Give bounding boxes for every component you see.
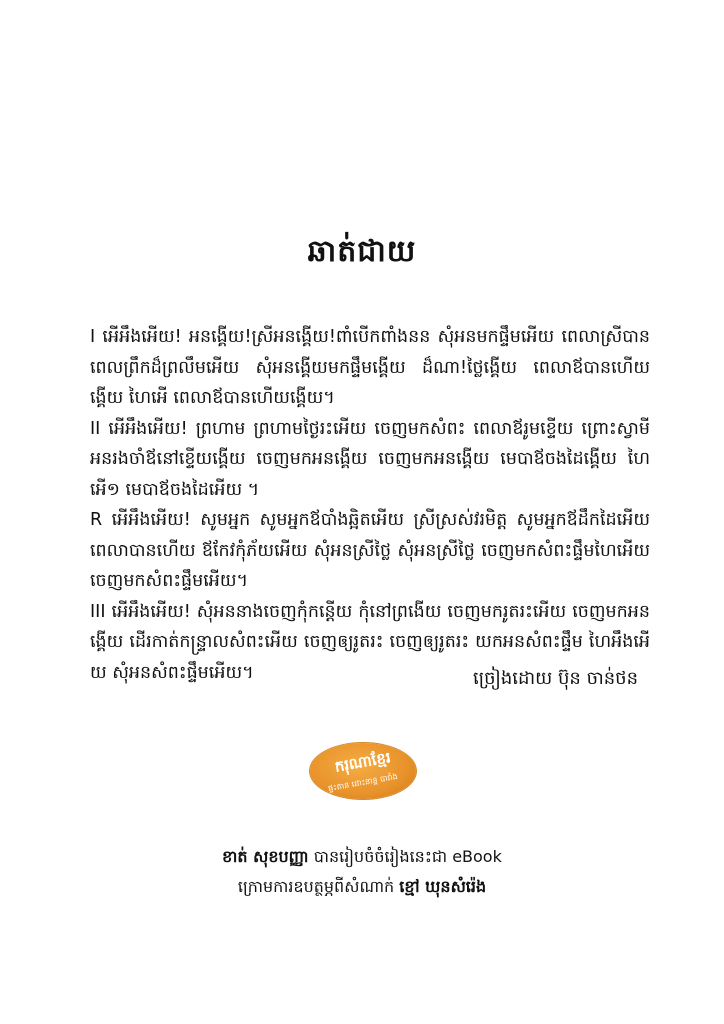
sponsor-name: ខ្មៅ ឃុនសំរ៉េង <box>399 877 487 896</box>
logo-slogan: ផ្ទះតាន ដោះនាន្ត បារាំង <box>327 771 399 794</box>
verse-refrain: R អើអឹងអើយ! សូមអ្នក សូមអ្នកឪបាំងឆ្អិតអើយ ស្រីស្រស់វរមិត្ត សូមអ្នកឪដឹកដៃអើយ ពេលាបានហើយ ឪកែវកុំភ័យអើយ សុំអនស្រីថ្លៃ សុំអនស្រីថ្លៃ ចេញមកសំពះផ្ទឹមហៃអើយ ចេញមកសំពះផ្ទឹមអើយ។ <box>90 510 650 591</box>
credit-line-sponsor <box>0 872 724 902</box>
page-title: ឆាត់ជាយ <box>307 234 417 269</box>
sponsor-text: ក្រោមការឧបត្ថម្ភពីសំណាក់ <box>237 877 400 896</box>
verse-2: II អើអឹងអើយ! ព្រហាម ព្រហាមថ្ងៃរះអើយ ចេញមកសំពះ ពេលាឪរូមខ្ទើយ ព្រោះស្វាមី អនរងចាំឪនៅខ្ទើយង្គើយ ចេញមកអនង្គើយ ចេញមកអនង្គើយ មេបាឪចងដៃង្គើយ ហៃ អើ១ មេបាឪចងដៃអើយ ។ <box>90 418 650 500</box>
verse-3: III អើអឹងអើយ! សុំអននាងចេញកុំកន្តើយ កុំនៅព្រងើយ ចេញមករូតរះអើយ ចេញមកអន ង្គើយ ដើរកាត់កន្រ្ទាលសំពះអើយ ចេញឲ្យរូតរះ ចេញឲ្យរូតរះ យកអនសំពះផ្ទឹម ហៃអឹងអើ យ សុំអនសំពះផ្ទឹមអើយ។ <box>90 601 650 683</box>
karuna-khmer-logo <box>310 743 416 799</box>
singer-credit: ច្រៀងដោយ ប៊ុន ចាន់ថន <box>473 668 638 689</box>
verse-1: I អើអឹងអើយ! អនង្គើយ!ស្រីអនង្គើយ!ពាំបើកពាំងនន សុំអនមកផ្ទឹមអើយ ពេលាស្រីបាន ពេលព្រឹកដ៏ព្រលឹមអើយ សុំអនង្គើយមកផ្ទឹមង្គើយ ដ៏ណា!ថ្លៃង្គើយ ពេលាឪបានហើយ ង្គើយ ហៃអើ ពេលាឪបានហើយង្គើយ។ <box>90 327 650 408</box>
ebook-credits <box>0 842 724 902</box>
credit-line-preparer <box>0 842 724 872</box>
preparer-text: បានរៀបចំចំរៀងនេះជា eBook <box>308 847 502 866</box>
logo-name: ករុណាខ្មែរ <box>333 748 392 776</box>
lyrics-body <box>90 322 650 688</box>
preparer-name: ខាត់ សុខបញ្ញា <box>222 847 309 866</box>
